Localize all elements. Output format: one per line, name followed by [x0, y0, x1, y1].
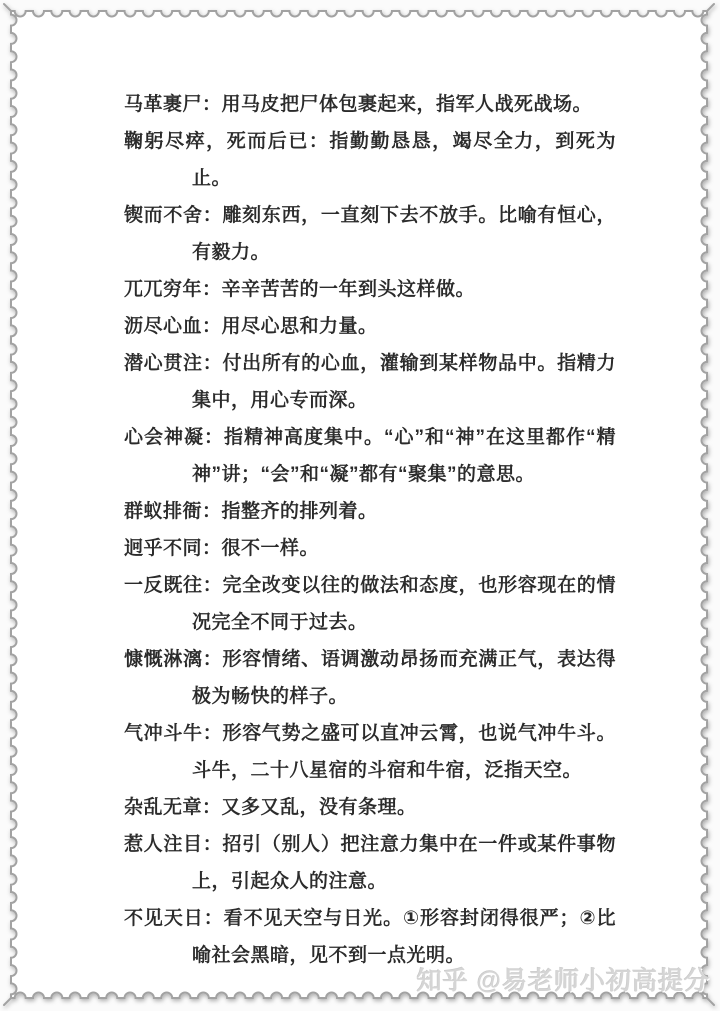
- definition-list: [124, 86, 616, 974]
- idiom-definition: 指整齐的排列着。: [221, 501, 378, 522]
- definition-entry: [124, 826, 616, 900]
- definition-entry: [124, 419, 616, 493]
- idiom-term: 马革裹尸：: [124, 94, 222, 115]
- idiom-term: 鞠躬尽瘁，死而后已：: [124, 131, 330, 152]
- definition-entry: [124, 567, 616, 641]
- definition-entry: [124, 493, 616, 530]
- idiom-term: 群蚁排衙：: [124, 501, 222, 522]
- idiom-definition: 辛辛苦苦的一年到头这样做。: [221, 279, 476, 300]
- idiom-definition: 用尽心思和力量。: [221, 316, 378, 337]
- idiom-term: 不见天日：: [124, 908, 224, 929]
- definition-entry: [124, 789, 616, 826]
- definition-entry: [124, 197, 616, 271]
- idiom-definition: 又多又乱，没有条理。: [221, 797, 417, 818]
- idiom-term: 慷慨淋漓：: [124, 649, 223, 670]
- idiom-term: 锲而不舍：: [124, 205, 223, 226]
- idiom-term: 杂乱无章：: [124, 797, 222, 818]
- idiom-definition: 完全改变以往的做法和态度，也形容现在的情况完全不同于过去。: [192, 575, 616, 633]
- idiom-definition: 雕刻东西，一直刻下去不放手。比喻有恒心，有毅力。: [192, 205, 616, 263]
- idiom-definition: 指精神高度集中。“心”和“神”在这里都作“精神”讲；“会”和“凝”都有“聚集”的意思。: [192, 427, 616, 485]
- idiom-definition: 很不一样。: [221, 538, 320, 559]
- definition-entry: [124, 271, 616, 308]
- idiom-definition: 付出所有的心血，灌输到某样物品中。指精力集中，用心专而深。: [192, 353, 616, 411]
- idiom-term: 兀兀穷年：: [124, 279, 222, 300]
- idiom-definition: 看不见天空与日光。①形容封闭得很严；②比喻社会黑暗，见不到一点光明。: [192, 908, 616, 966]
- idiom-definition: 形容情绪、语调激动昂扬而充满正气，表达得极为畅快的样子。: [192, 649, 616, 707]
- idiom-term: 气冲斗牛：: [124, 723, 223, 744]
- definition-entry: [124, 715, 616, 789]
- idiom-definition: 形容气势之盛可以直冲云霄，也说气冲牛斗。斗牛，二十八星宿的斗宿和牛宿，泛指天空。: [192, 723, 616, 781]
- definition-entry: [124, 345, 616, 419]
- watermark: 知乎 @易老师小初高提分: [416, 967, 710, 995]
- definition-entry: [124, 308, 616, 345]
- definition-entry: [124, 530, 616, 567]
- idiom-term: 惹人注目：: [124, 834, 223, 855]
- definition-entry: [124, 123, 616, 197]
- definition-entry: [124, 86, 616, 123]
- idiom-term: 沥尽心血：: [124, 316, 222, 337]
- idiom-definition: 用马皮把尸体包裹起来，指军人战死战场。: [221, 94, 593, 115]
- idiom-definition: 指勤勤恳恳，竭尽全力，到死为止。: [192, 131, 616, 189]
- idiom-term: 心会神凝：: [124, 427, 224, 448]
- idiom-term: 迥乎不同：: [124, 538, 222, 559]
- idiom-definition: 招引（别人）把注意力集中在一件或某件事物上，引起众人的注意。: [192, 834, 616, 892]
- idiom-term: 潜心贯注：: [124, 353, 223, 374]
- definition-entry: [124, 641, 616, 715]
- idiom-term: 一反既往：: [124, 575, 223, 596]
